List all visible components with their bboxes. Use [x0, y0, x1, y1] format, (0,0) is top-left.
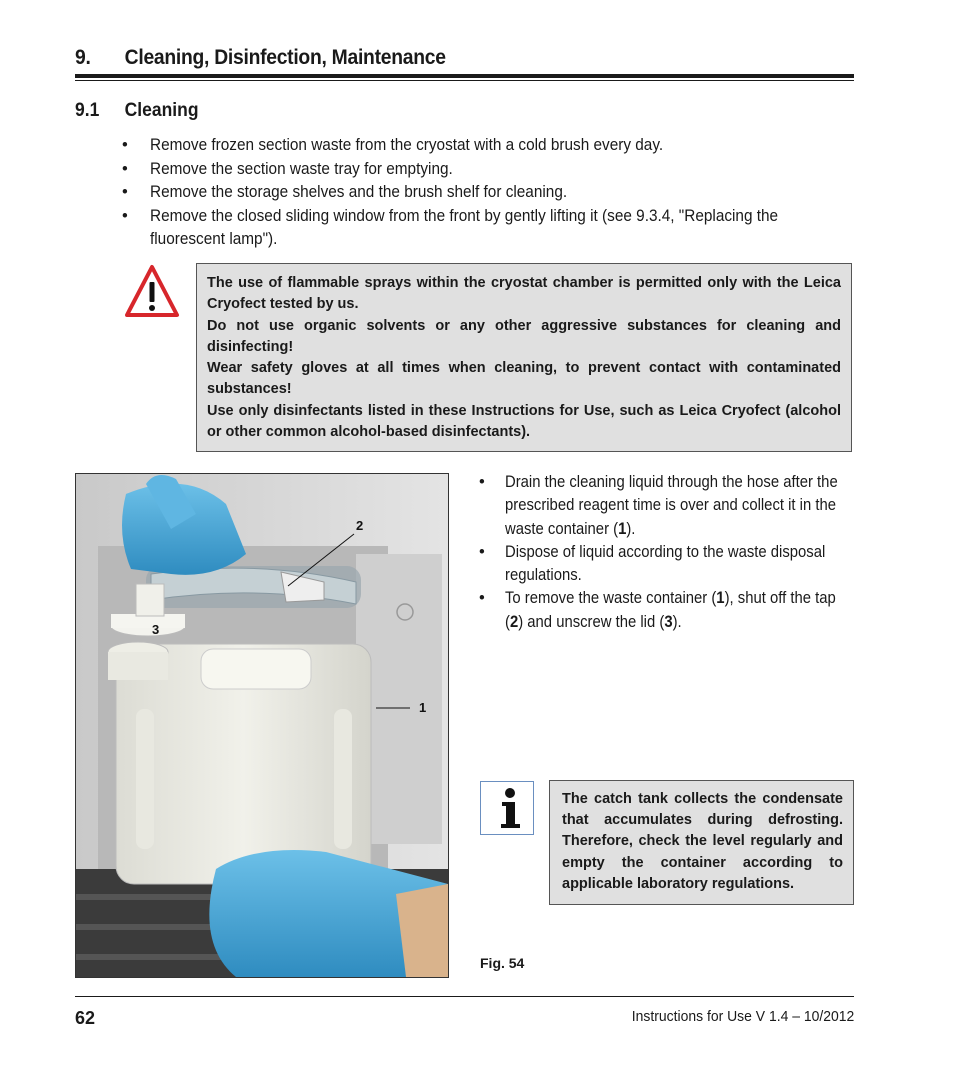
note-text: The catch tank collects the condensate that accumulates during defrosting. Therefore, check the level regularly and empty the container according to applicable laboratory regulations.: [562, 791, 843, 892]
chapter-heading: [75, 46, 792, 70]
info-icon: [480, 781, 534, 835]
list-item: • Remove the storage shelves and the brush shelf for cleaning.: [122, 181, 854, 205]
document-reference: Instructions for Use V 1.4 – 10/2012: [631, 1008, 854, 1025]
chapter-title: Cleaning, Disinfection, Maintenance: [124, 46, 446, 69]
note-box: [549, 780, 854, 905]
section-title: Cleaning: [124, 100, 199, 121]
list-item: • Remove the closed sliding window from the front by gently lifting it (see 9.3.4, "Replacing the fluorescent lamp").: [122, 205, 854, 252]
section-heading: [75, 100, 198, 122]
warning-box: [196, 263, 852, 452]
warning-line: The use of flammable sprays within the cryostat chamber is permitted only with the Leica Cryofect tested by us.: [207, 275, 841, 313]
list-item: • Dispose of liquid according to the waste disposal regulations.: [479, 541, 854, 588]
warning-line: Use only disinfectants listed in these Instructions for Use, such as Leica Cryofect (alcohol or other common alcohol-based disinfectants).: [207, 402, 841, 441]
header-rule-thin: [75, 80, 854, 81]
list-item: • Remove the section waste tray for emptying.: [122, 158, 854, 182]
figure-photo: [75, 473, 449, 978]
callout-3: 3: [152, 622, 160, 637]
chapter-number: 9.: [75, 46, 91, 69]
section-number: 9.1: [75, 100, 100, 121]
list-item: • Remove frozen section waste from the cryostat with a cold brush every day.: [122, 134, 854, 158]
callout-1: 1: [419, 700, 427, 715]
warning-line: Do not use organic solvents or any other aggressive substances for cleaning and disinfecting!: [207, 317, 841, 355]
callout-2: 2: [356, 518, 364, 533]
warning-line: Wear safety gloves at all times when cleaning, to prevent contact with contaminated substances!: [207, 360, 841, 398]
warning-triangle-icon: [124, 264, 180, 318]
cleaning-bullet-list: [122, 134, 854, 252]
footer-rule: [75, 996, 854, 997]
figure-caption: Fig. 54: [480, 955, 525, 971]
list-item: • Drain the cleaning liquid through the hose after the prescribed reagent time is over and collect it in the waste container (1).: [479, 471, 854, 541]
step-list: [479, 471, 854, 634]
list-item: • To remove the waste container (1), shut off the tap (2) and unscrew the lid (3).: [479, 587, 854, 634]
header-rule: [75, 74, 854, 78]
page-number: 62: [75, 1008, 96, 1028]
